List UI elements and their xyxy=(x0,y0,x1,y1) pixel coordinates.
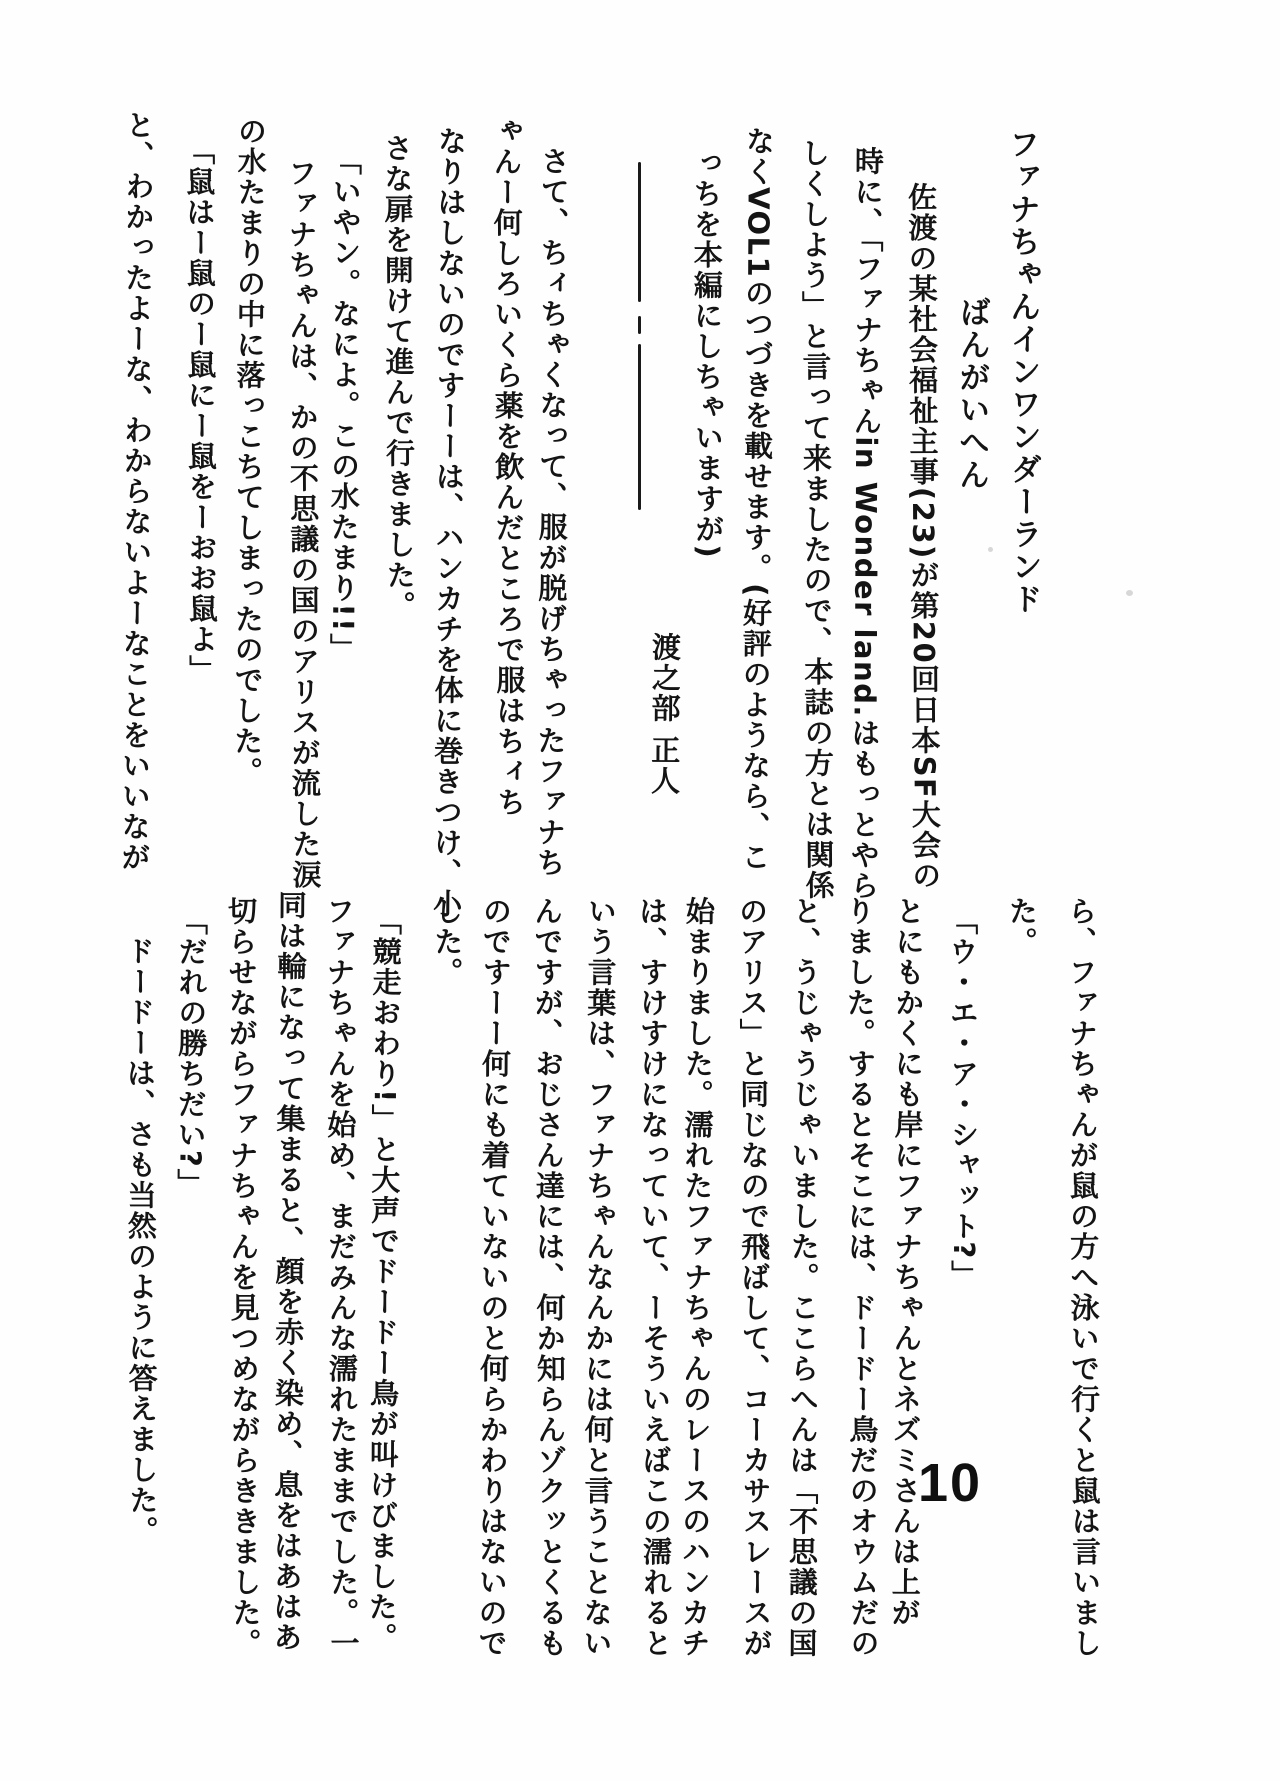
page-title: ファナちゃんインワンダーランド xyxy=(1003,127,1042,616)
text-column: いう言葉は、ファナちゃんなんかには何と言うことない xyxy=(579,895,618,1659)
text-column: ら、ファナちゃんが鼠の方へ泳いで行くと鼠は言いまし xyxy=(1064,895,1103,1659)
text-column: のですーー何にも着ていないのと何らかわりはないので xyxy=(474,895,513,1659)
text-column: とにもかくにも岸にファナちゃんとネズミさんは上が xyxy=(887,895,926,1629)
text-column: 時に、「ファナちゃんin Wonder land.はもっとやら xyxy=(846,145,885,902)
section-divider xyxy=(638,344,641,510)
section-divider xyxy=(638,162,641,302)
text-column: 始まりました。濡れたファナちゃんのレースのハンカチ xyxy=(677,895,716,1659)
text-column: の水たまりの中に落っこちてしまったのでした。 xyxy=(229,115,268,788)
text-column: っちを本編にしちゃいますが) xyxy=(689,147,726,560)
text-column: りました。するとそこには、ドードー鳥だのオウムだの xyxy=(842,895,881,1659)
text-column: 「だれの勝ちだい?」 xyxy=(173,905,209,1199)
text-column: んですが、おじさん達には、何か知らんゾクッとくるも xyxy=(530,895,569,1659)
text-column: 佐渡の某社会福祉主事(23)が第20回日本SF大会の xyxy=(904,181,943,892)
text-column: 「鼠はー鼠のー鼠にー鼠をーおお鼠よ」 xyxy=(182,135,220,686)
text-column: た。 xyxy=(1004,895,1039,958)
page-subtitle: ばんがいへん xyxy=(952,295,990,492)
text-column: しくしよう」と言って来ましたので、本誌の方とは関係 xyxy=(797,137,836,901)
page-number: 10 xyxy=(918,1453,983,1513)
author-credit: 渡之部 正人 xyxy=(646,631,682,797)
text-column: と、うじゃうじゃいました。ここらへんは「不思議の国 xyxy=(784,895,823,1659)
text-column: 「いやン。なによ。この水たまり!!」 xyxy=(325,145,363,664)
text-column: ゃんー何しろいくら薬を飲んだところで服はちィち xyxy=(489,115,528,818)
text-column: のアリス」と同じなので飛ばして、コーカサスレースが xyxy=(735,895,774,1659)
text-column: さて、ちィちゃくなって、服が脱げちゃったファナち xyxy=(532,145,571,879)
text-column: ファナちゃんは、かの不思議の国のアリスが流した涙 xyxy=(284,157,323,891)
text-column: 切らせながらファナちゃんを見つめながらききました。 xyxy=(224,895,263,1659)
text-column: なりはしないのですーーは、ハンカチを体に巻きつけ、小 xyxy=(429,125,468,920)
text-column: さな扉を開けて進んで行きました。 xyxy=(380,132,417,622)
scan-speck xyxy=(545,1103,550,1107)
text-column: ドードーは、さも当然のように答えました。 xyxy=(122,935,160,1547)
section-divider xyxy=(638,316,641,334)
text-column: 同は輪になって集まると、顔を赤く染め、息をはあはあ xyxy=(269,889,308,1653)
text-column: は、すけすけになっていて、ーそういえばこの濡れると xyxy=(635,895,674,1659)
text-column: 「競走おわり!」と大声でドードー鳥が叫けびました。 xyxy=(364,905,403,1653)
text-column: 「ウ・エ・ア・シャット?」 xyxy=(945,905,982,1291)
text-column: と、わかったよーな、わからないよーなことをいいなが xyxy=(117,109,156,873)
text-column: した。 xyxy=(430,895,465,988)
text-column: ファナちゃんを始め、まだみんな濡れたままでした。一 xyxy=(322,895,361,1659)
scan-speck xyxy=(988,547,993,552)
text-column: なくVOL1のつづきを載せます。(好評のようなら、こ xyxy=(737,125,776,873)
scan-speck xyxy=(1126,590,1133,596)
